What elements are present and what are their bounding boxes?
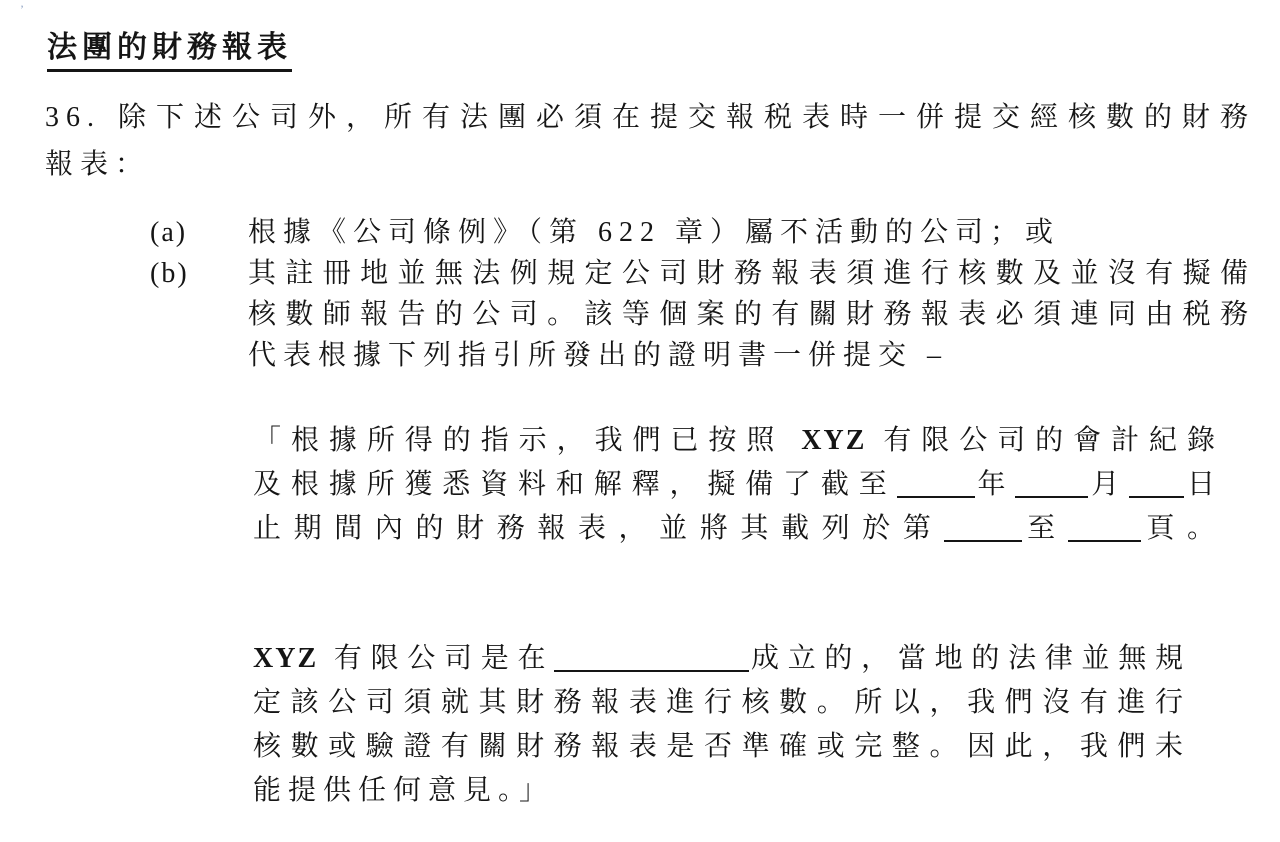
company-name-placeholder: XYZ bbox=[801, 425, 867, 456]
certificate-quote-no-audit bbox=[253, 637, 1190, 813]
item-b-label: (b) bbox=[150, 258, 189, 289]
quote2-line-1 bbox=[253, 637, 1190, 681]
page-label: 頁。 bbox=[1140, 513, 1222, 544]
quote2-line-4: 能提供任何意見。」 bbox=[253, 775, 555, 806]
list-item-a bbox=[150, 212, 1255, 253]
paragraph-36-text: 除下述公司外，所有法團必須在提交報税表時一併提交經核數的財務 bbox=[115, 102, 1255, 133]
paragraph-36 bbox=[45, 94, 1255, 188]
page-title: 法團的財務報表 bbox=[47, 22, 292, 72]
quote2-line1-mid: 有限公司是在 bbox=[318, 643, 555, 674]
month-label: 月 bbox=[1088, 469, 1130, 500]
blank-page-from-field bbox=[944, 536, 1022, 542]
quote2-line1-suffix: 成立的，當地的法律並無規 bbox=[749, 643, 1190, 674]
item-a-label: (a) bbox=[150, 217, 188, 248]
item-b-line-2: 核數師報告的公司。該等個案的有關財務報表必須連同由税務 bbox=[248, 299, 1255, 330]
blank-place-field bbox=[554, 666, 749, 672]
stray-mark: ’ bbox=[20, 2, 24, 16]
item-a-text: 根據《公司條例》（第 622 章）屬不活動的公司；或 bbox=[248, 217, 1061, 248]
blank-page-to-field bbox=[1068, 536, 1141, 542]
day-label: 日 bbox=[1184, 469, 1222, 500]
quote1-line-3 bbox=[253, 507, 1222, 551]
certificate-quote-accounts bbox=[253, 419, 1222, 551]
quote2-line-3: 核數或驗證有關財務報表是否準確或完整。因此，我們未 bbox=[253, 731, 1190, 762]
quote1-line-2 bbox=[253, 463, 1222, 507]
to-label: 至 bbox=[1021, 513, 1068, 544]
blank-month-field bbox=[1015, 492, 1088, 498]
paragraph-36-line-1 bbox=[45, 94, 1255, 141]
quote1-line3-text: 止期間內的財務報表，並將其載列於第 bbox=[253, 513, 944, 544]
blank-day-field bbox=[1129, 492, 1184, 498]
paragraph-number: 36. bbox=[45, 102, 101, 133]
paragraph-36-line-2: 報表： bbox=[45, 149, 151, 180]
item-list bbox=[150, 212, 1255, 376]
company-name-placeholder-2: XYZ bbox=[253, 643, 319, 674]
item-b-line-3: 代表根據下列指引所發出的證明書一併提交 – bbox=[248, 340, 949, 371]
quote1-text-suffix: 有限公司的會計紀錄 bbox=[866, 425, 1222, 456]
blank-year-field bbox=[897, 492, 975, 498]
quote2-line-2: 定該公司須就其財務報表進行核數。所以，我們沒有進行 bbox=[253, 687, 1190, 718]
quote1-line-1 bbox=[253, 419, 1222, 463]
year-label: 年 bbox=[974, 469, 1016, 500]
list-item-b bbox=[150, 253, 1255, 376]
item-b-line-1: 其註冊地並無法例規定公司財務報表須進行核數及並沒有擬備 bbox=[248, 258, 1255, 289]
quote1-line2-text: 及根據所獲悉資料和解釋，擬備了截至 bbox=[253, 469, 897, 500]
quote1-text-prefix: 「根據所得的指示，我們已按照 bbox=[253, 425, 802, 456]
